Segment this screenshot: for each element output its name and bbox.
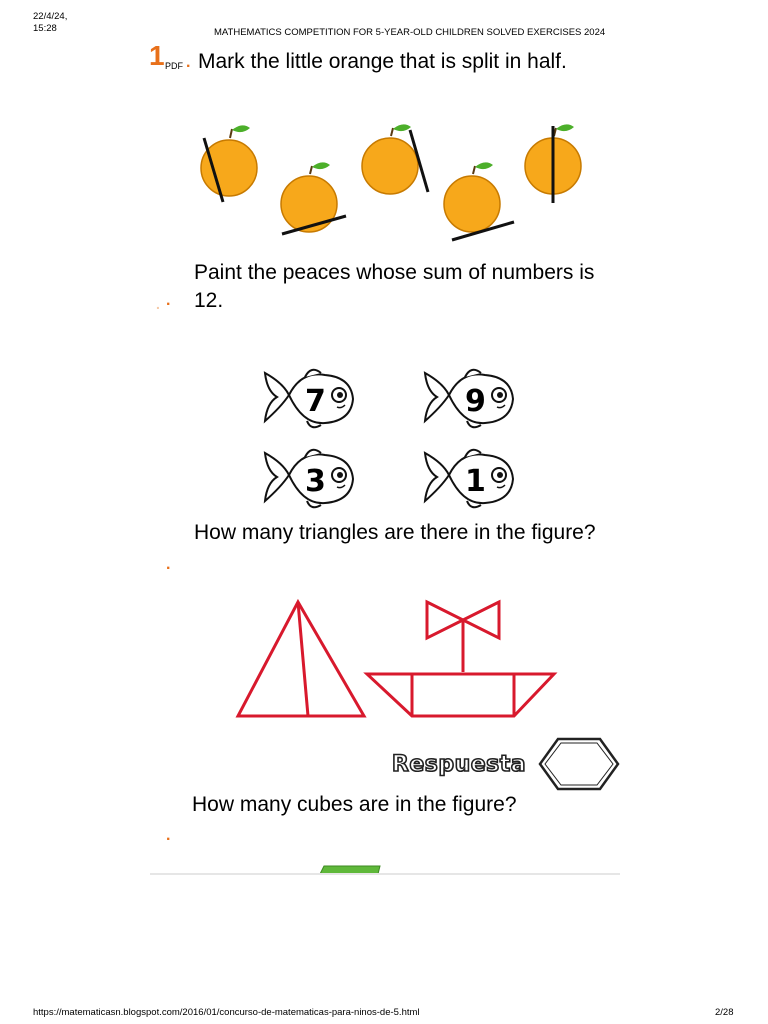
oranges-illustration [190,118,590,248]
fish-3-number: 3 [305,464,326,499]
print-date-time: 15:28 [33,23,57,34]
question-2-line-2: 12. [194,289,224,312]
question-2-line-1: Paint the peaces whose sum of numbers is [194,261,595,284]
big-triangle [238,602,364,716]
page-number: 2/28 [715,1007,734,1018]
footer-url[interactable]: https://matematicasn.blogspot.com/2016/01/concurso-de-matematicas-para-ninos-de-5.html [33,1007,420,1018]
boat-figure [367,602,554,716]
answer-label: Respuesta [389,750,529,780]
question-bullet: . [166,292,171,309]
question-bullet: . [166,827,171,844]
orange-4 [444,162,514,240]
orange-3 [362,124,428,194]
pdf-badge: PDF [165,61,183,71]
fish-2-number: 9 [465,384,486,419]
document-title: MATHEMATICS COMPETITION FOR 5-YEAR-OLD CHILDREN SOLVED EXERCISES 2024 [214,27,606,38]
fish-3 [265,450,353,507]
question-bullet: . [166,556,171,573]
orange-1 [201,125,257,202]
question-2-text [194,259,594,315]
fish-1 [265,370,353,427]
question-3-text: How many triangles are there in the figure? [194,521,596,544]
answer-hexagon [538,736,620,792]
question-bullet-faint: . [156,296,160,312]
question-bullet: . [186,54,191,71]
question-1-text: Mark the little orange that is split in half. [198,50,567,73]
content-divider [150,873,620,875]
triangles-figure [236,598,556,722]
fish-1-number: 7 [305,384,326,419]
fish-4-number: 1 [465,464,486,499]
orange-5 [525,124,581,203]
orange-2 [281,162,346,234]
question-4-text: How many cubes are in the figure? [192,793,517,816]
print-date [33,11,67,35]
question-number: 1 [149,40,165,71]
fish-illustration [255,358,520,508]
print-date-day: 22/4/24, [33,11,68,22]
fish-2 [425,370,513,427]
fish-4 [425,450,513,507]
